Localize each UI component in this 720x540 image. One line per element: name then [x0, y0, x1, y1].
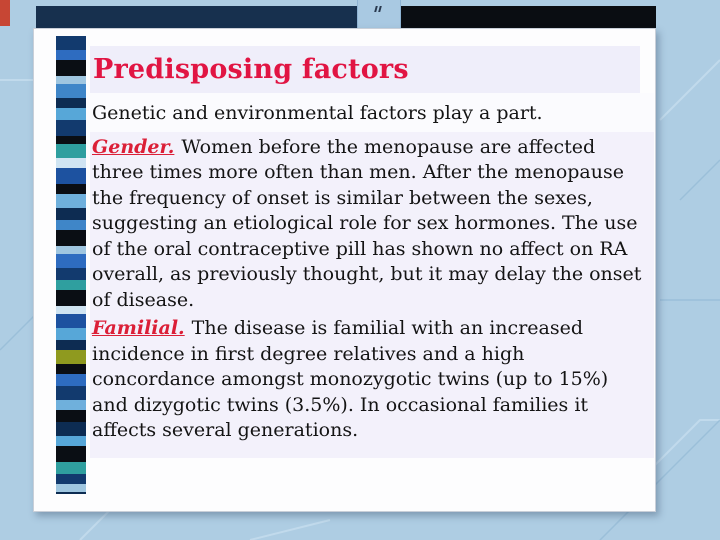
mosaic-block [56, 446, 86, 462]
mosaic-block [56, 84, 86, 98]
mosaic-block [56, 290, 86, 306]
mosaic-block [56, 136, 86, 144]
quote-mark-icon [375, 6, 381, 12]
mosaic-block [56, 328, 86, 340]
paragraph-gender [92, 135, 648, 313]
mosaic-block [56, 364, 86, 374]
page-title: Predisposing factors [93, 54, 409, 85]
mosaic-block [56, 184, 86, 194]
mosaic-block [56, 36, 86, 50]
mosaic-block [56, 76, 86, 84]
mosaic-block [56, 422, 86, 436]
mosaic-block [56, 108, 86, 120]
title-banner [90, 46, 640, 93]
intro-text: Genetic and environmental factors play a part. [90, 93, 654, 132]
body-panel [90, 132, 654, 458]
mosaic-block [56, 314, 86, 328]
mosaic-block [56, 50, 86, 60]
mosaic-block [56, 340, 86, 350]
mosaic-block [56, 60, 86, 76]
slide-content [90, 46, 654, 458]
mosaic-block [56, 268, 86, 280]
top-accent-bar [36, 6, 656, 29]
paragraph-familial [92, 316, 648, 443]
mosaic-block [56, 246, 86, 254]
mosaic-block [56, 400, 86, 410]
mosaic-block [56, 208, 86, 220]
mosaic-block [56, 144, 86, 158]
paragraph-text: The disease is familial with an increased incidence in first degree relatives and a high concordance amongst monozygotic twins (up to 15%) and dizygotic twins (3.5%). In occasional families it affects several generations. [92, 317, 609, 441]
mosaic-block [56, 120, 86, 136]
mosaic-block [56, 280, 86, 290]
mosaic-block [56, 374, 86, 386]
mosaic-block [56, 410, 86, 422]
mosaic-strip [56, 36, 86, 494]
corner-accent [0, 0, 10, 26]
mosaic-block [56, 220, 86, 230]
mosaic-block [56, 474, 86, 484]
mosaic-block [56, 386, 86, 400]
paragraph-text: Women before the menopause are affected three times more often than men. After the menopause the frequency of onset is similar between the sexes, suggesting an etiological role for sex hormones. The use of the oral contraceptive pill has shown no affect on RA overall, as previously thought, but it may delay the onset of disease. [92, 136, 642, 311]
mosaic-block [56, 98, 86, 108]
mosaic-block [56, 350, 86, 364]
slide [33, 28, 656, 512]
mosaic-block [56, 254, 86, 268]
mosaic-block [56, 168, 86, 184]
mosaic-block [56, 462, 86, 474]
mosaic-block [56, 230, 86, 246]
mosaic-block [56, 306, 86, 314]
mosaic-block [56, 158, 86, 168]
paragraph-lead: Familial. [92, 317, 185, 340]
paragraph-lead: Gender. [92, 136, 175, 158]
mosaic-block [56, 484, 86, 492]
mosaic-block [56, 436, 86, 446]
mosaic-block [56, 194, 86, 208]
